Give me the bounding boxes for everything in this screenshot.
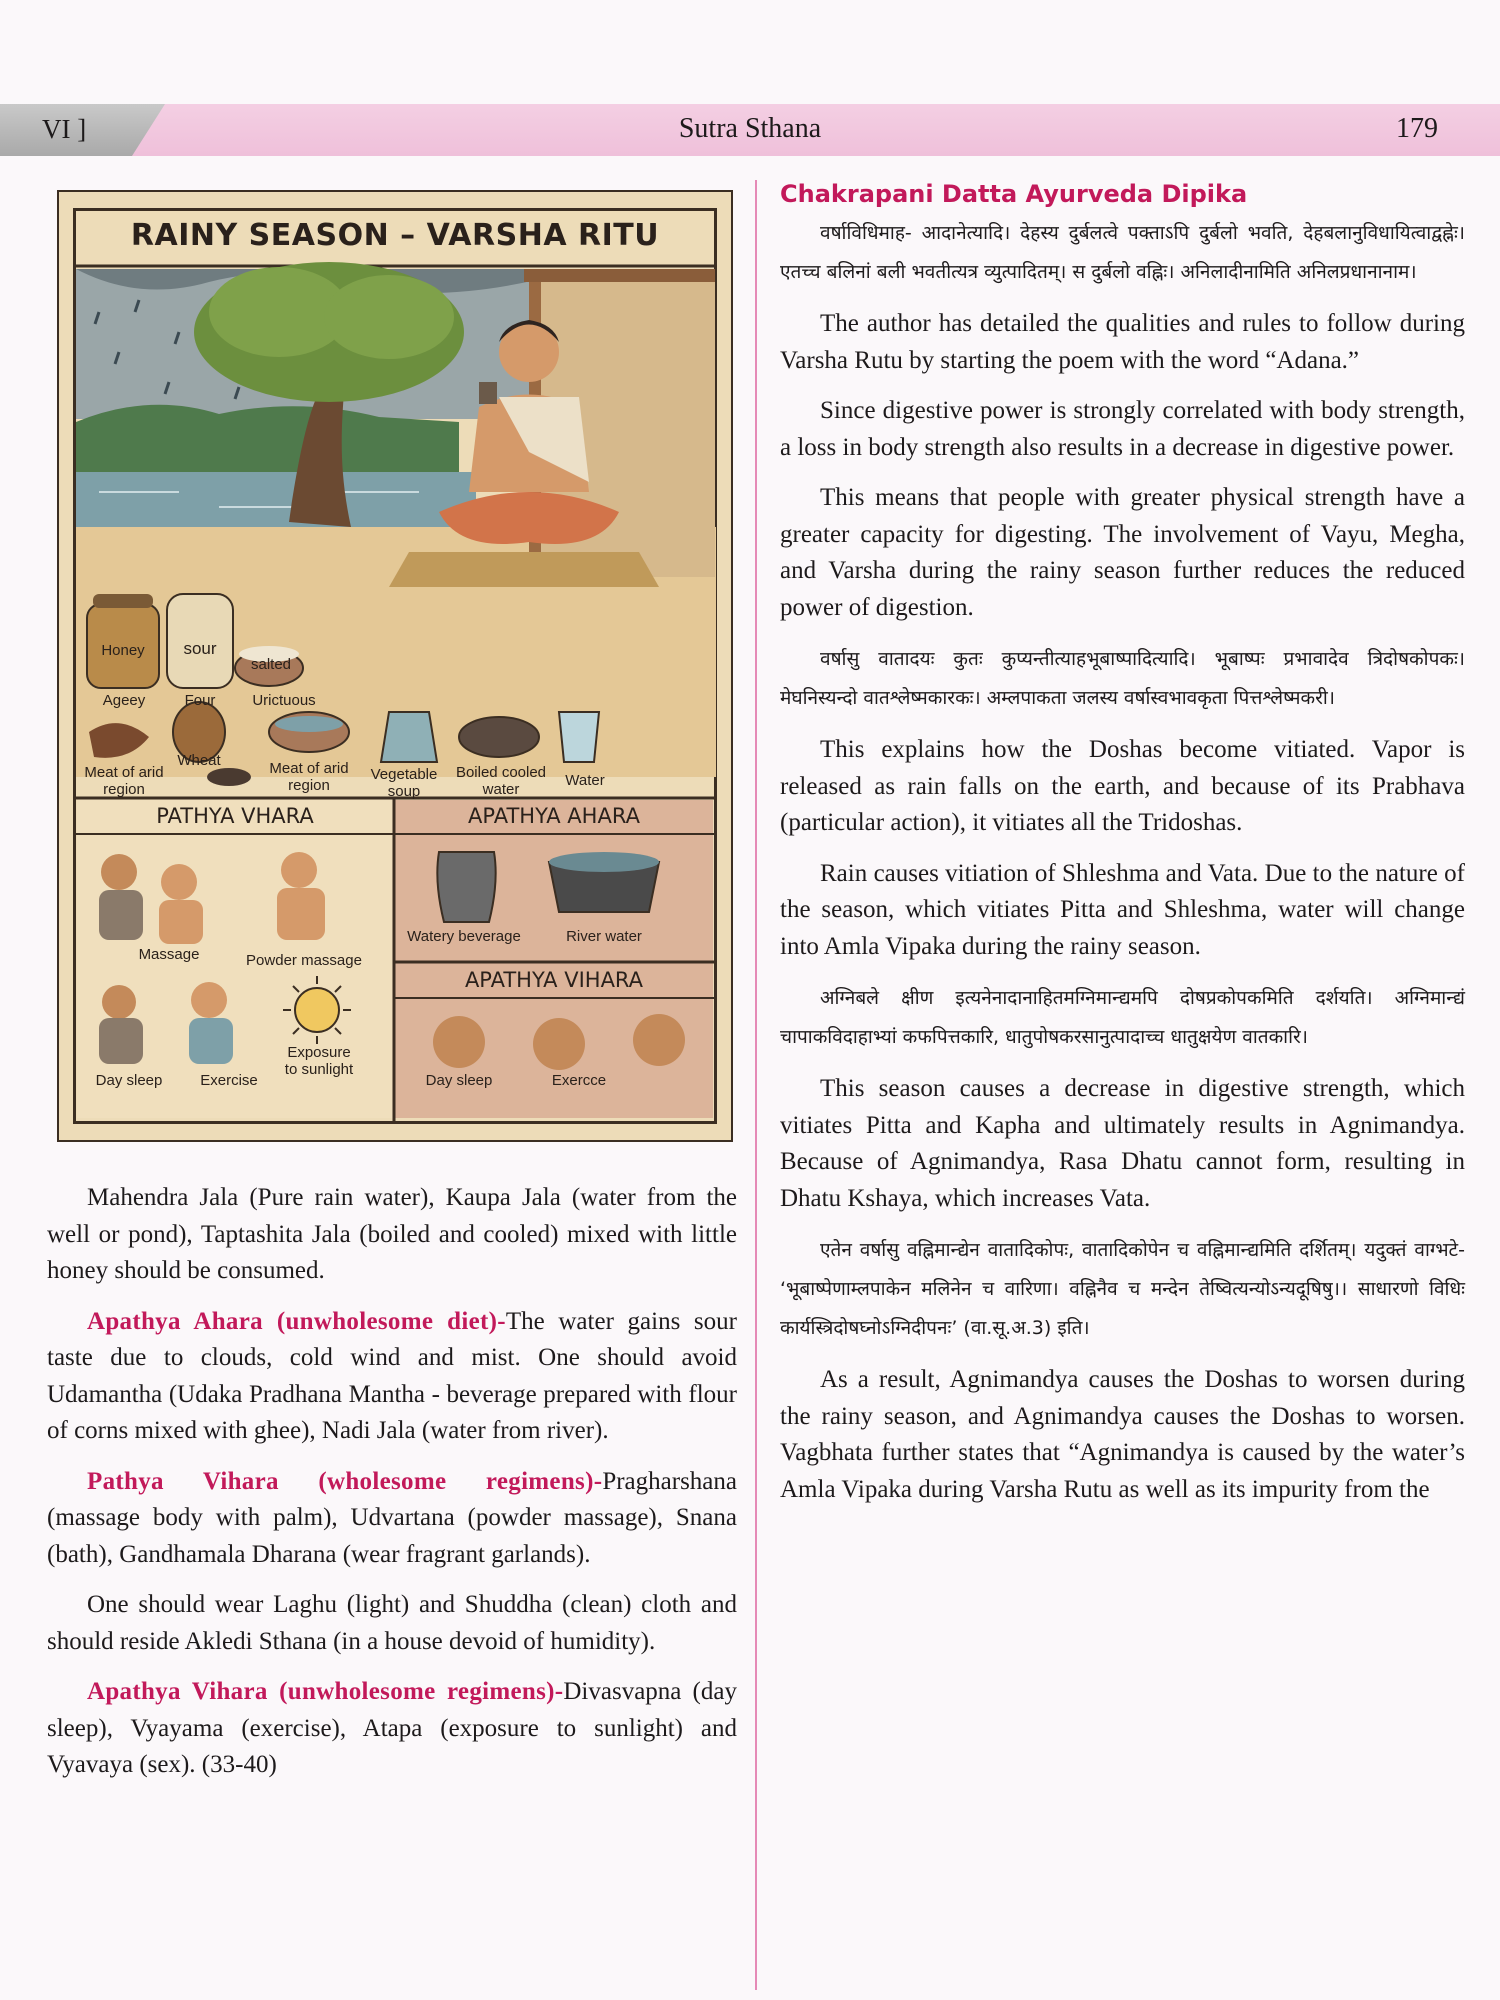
sanskrit-passage: वर्षाविधिमाह- आदानेत्यादि। देहस्य दुर्बलत्वे पक्ताऽपि दुर्बलो भवति, देहबलानुविधायित्वाद्वह्नेः। एतच्च बलिनां बली भवतीत्यत्र व्युत्पादितम्। स दुर्बलो वह्निः। अनिलादीनामिति अनिलप्रधानानाम। bbox=[780, 222, 1465, 283]
paragraph: This season causes a decrease in digestive strength, which vitiates Pitta and Kapha and ultimately results in Agnimandya. Because of Agnimandya, Rasa Dhatu cannot form, resulting in Dhatu Kshaya, which increases Vata. bbox=[780, 1075, 1465, 1212]
sanskrit-passage: अग्निबले क्षीण इत्यनेनादानाहितमग्निमान्द्यमपि दोषप्रकोपकमिति दर्शयति। अग्निमान्द्यं चापाकविदाहाभ्यां कफपित्तकारि, धातुपोषकरसानुत्पादाच्च धातुक्षयेण वातकारि। bbox=[780, 987, 1465, 1048]
paragraph: One should wear Laghu (light) and Shuddha (clean) cloth and should reside Akledi Sthana (in a house devoid of humidity). bbox=[47, 1591, 737, 1655]
pathya-item-exercise: Exercise bbox=[200, 1072, 258, 1089]
commentary-heading: Chakrapani Datta Ayurveda Dipika bbox=[780, 180, 1248, 208]
apathya-ahara-title: APATHYA AHARA bbox=[468, 804, 640, 828]
paragraph: Rain causes vitiation of Shleshma and Vata. Due to the nature of the season, which vitiates Pitta and Shleshma, water will change into Amla Vipaka during the rainy season. bbox=[780, 859, 1465, 960]
apathya-vihara-title: APATHYA VIHARA bbox=[464, 968, 644, 992]
sanskrit-passage: वर्षासु वातादयः कुतः कुप्यन्तीत्याहभूबाष्पादित्यादि। भूबाष्पः प्रभावादेव त्रिदोषकोपकः। मेघनिस्यन्दो वातश्लेष्मकारकः। अम्लपाकता जलस्य वर्षास्वभावकृता पित्तश्लेष्मकरी। bbox=[780, 648, 1465, 709]
running-header bbox=[0, 104, 1500, 156]
subheading-pathya-vihara: Pathya Vihara (wholesome regimens)- bbox=[87, 1467, 603, 1495]
page-number: 179 bbox=[1396, 113, 1438, 144]
subheading-apathya-ahara: Apathya Ahara (unwholesome diet)- bbox=[87, 1307, 506, 1335]
apathya-vihara-item-day-sleep: Day sleep bbox=[425, 1072, 493, 1089]
column-divider bbox=[755, 180, 757, 1990]
label-wheat: Wheat bbox=[177, 752, 221, 769]
illustration-artwork bbox=[59, 192, 731, 1140]
label-meat-arid-left: Meat of arid region bbox=[84, 764, 164, 798]
illustration-title: RAINY SEASON – VARSHA RITU bbox=[130, 218, 660, 253]
jar-label-sour: sour bbox=[183, 639, 217, 658]
sanskrit-passage: एतेन वर्षासु वह्निमान्द्येन वातादिकोपः, वातादिकोपेन च वह्निमान्द्यमिति दर्शितम्। यदुक्तं वाग्भटे- ‘भूबाष्पेणाम्लपाकेन मलिनेन च वारिणा। वह्निनैव च मन्देन तेष्वित्यन्योऽन्यदूषिषु।। साधारणो विधिः कार्यस्त्रिदोषघ्नोऽग्निदीपनः’ (वा.सू.अ.3) इति। bbox=[780, 1239, 1465, 1339]
pathya-item-massage: Massage bbox=[138, 946, 200, 963]
label-four: Four bbox=[184, 692, 216, 709]
rainy-season-illustration bbox=[57, 190, 733, 1142]
paragraph bbox=[47, 1304, 737, 1450]
label-ageey: Ageey bbox=[102, 692, 146, 709]
label-meat-arid-right: Meat of arid region bbox=[269, 760, 349, 794]
label-boiled-cooled-water: Boiled cooled water bbox=[455, 764, 547, 798]
label-urictuous: Urictuous bbox=[252, 692, 316, 709]
apathya-ahara-item-watery-beverage: Watery beverage bbox=[407, 928, 521, 945]
label-vegetable-soup: Vegetable soup bbox=[370, 766, 438, 800]
apathya-vihara-item-exercce: Exercce bbox=[551, 1072, 607, 1089]
paragraph: The author has detailed the qualities and rules to follow during Varsha Rutu by starting the poem with the word “Adana.” bbox=[780, 310, 1465, 374]
label-water: Water bbox=[565, 772, 605, 789]
pathya-item-day-sleep: Day sleep bbox=[95, 1072, 163, 1089]
paragraph-text: The water gains sour taste due to clouds, cold wind and mist. One should avoid Udamantha (Udaka Pradhana Mantha - beverage prepared with flour of corns mixed with ghee), Nadi Jala (water from river). bbox=[47, 1307, 737, 1444]
pathya-item-exposure-sunlight: Exposure to sunlight bbox=[284, 1044, 354, 1078]
paragraph bbox=[47, 1464, 737, 1574]
right-text-column bbox=[780, 180, 1465, 1522]
subheading-apathya-vihara: Apathya Vihara (unwholesome regimens)- bbox=[87, 1678, 564, 1705]
paragraph: Since digestive power is strongly correlated with body strength, a loss in body strength also results in a decrease in digestive power. bbox=[780, 397, 1465, 461]
jar-label-salted: salted bbox=[250, 656, 292, 673]
pathya-item-powder-massage: Powder massage bbox=[246, 952, 362, 969]
paragraph bbox=[47, 1674, 737, 1784]
left-text-column bbox=[47, 1180, 737, 1798]
pathya-vhara-title: PATHYA VHARA bbox=[156, 804, 314, 828]
apathya-ahara-item-river-water: River water bbox=[566, 928, 642, 945]
paragraph: This explains how the Doshas become vitiated. Vapor is released as rain falls on the earth, and because of its Prabhava (particular action), it vitiates all the Tridoshas. bbox=[780, 736, 1465, 836]
volume-label: VI ] bbox=[42, 114, 87, 144]
paragraph-text: Pragharshana (massage body with palm), Udvartana (powder massage), Snana (bath), Gandhamala Dharana (wear fragrant garlands). bbox=[47, 1467, 737, 1568]
paragraph: This means that people with greater physical strength have a greater capacity for digesting. The involvement of Vayu, Megha, and Varsha during the rainy season further reduces the reduced power of digestion. bbox=[780, 484, 1465, 621]
paragraph: As a result, Agnimandya causes the Doshas to worsen during the rainy season, and Agnimandya causes the Doshas to worsen. Vagbhata further states that “Agnimandya is caused by the water’s Amla Vipaka during Varsha Rutu as well as its impurity from the bbox=[780, 1366, 1465, 1503]
paragraph-text: Divasvapna (day sleep), Vyayama (exercise), Atapa (exposure to sunlight) and Vyavaya (sex). (33-40) bbox=[47, 1678, 737, 1778]
section-title: Sutra Sthana bbox=[678, 113, 822, 144]
jar-label-honey: Honey bbox=[101, 642, 145, 659]
paragraph: Mahendra Jala (Pure rain water), Kaupa Jala (water from the well or pond), Taptashita Jala (boiled and cooled) mixed with little honey should be consumed. bbox=[47, 1184, 737, 1284]
